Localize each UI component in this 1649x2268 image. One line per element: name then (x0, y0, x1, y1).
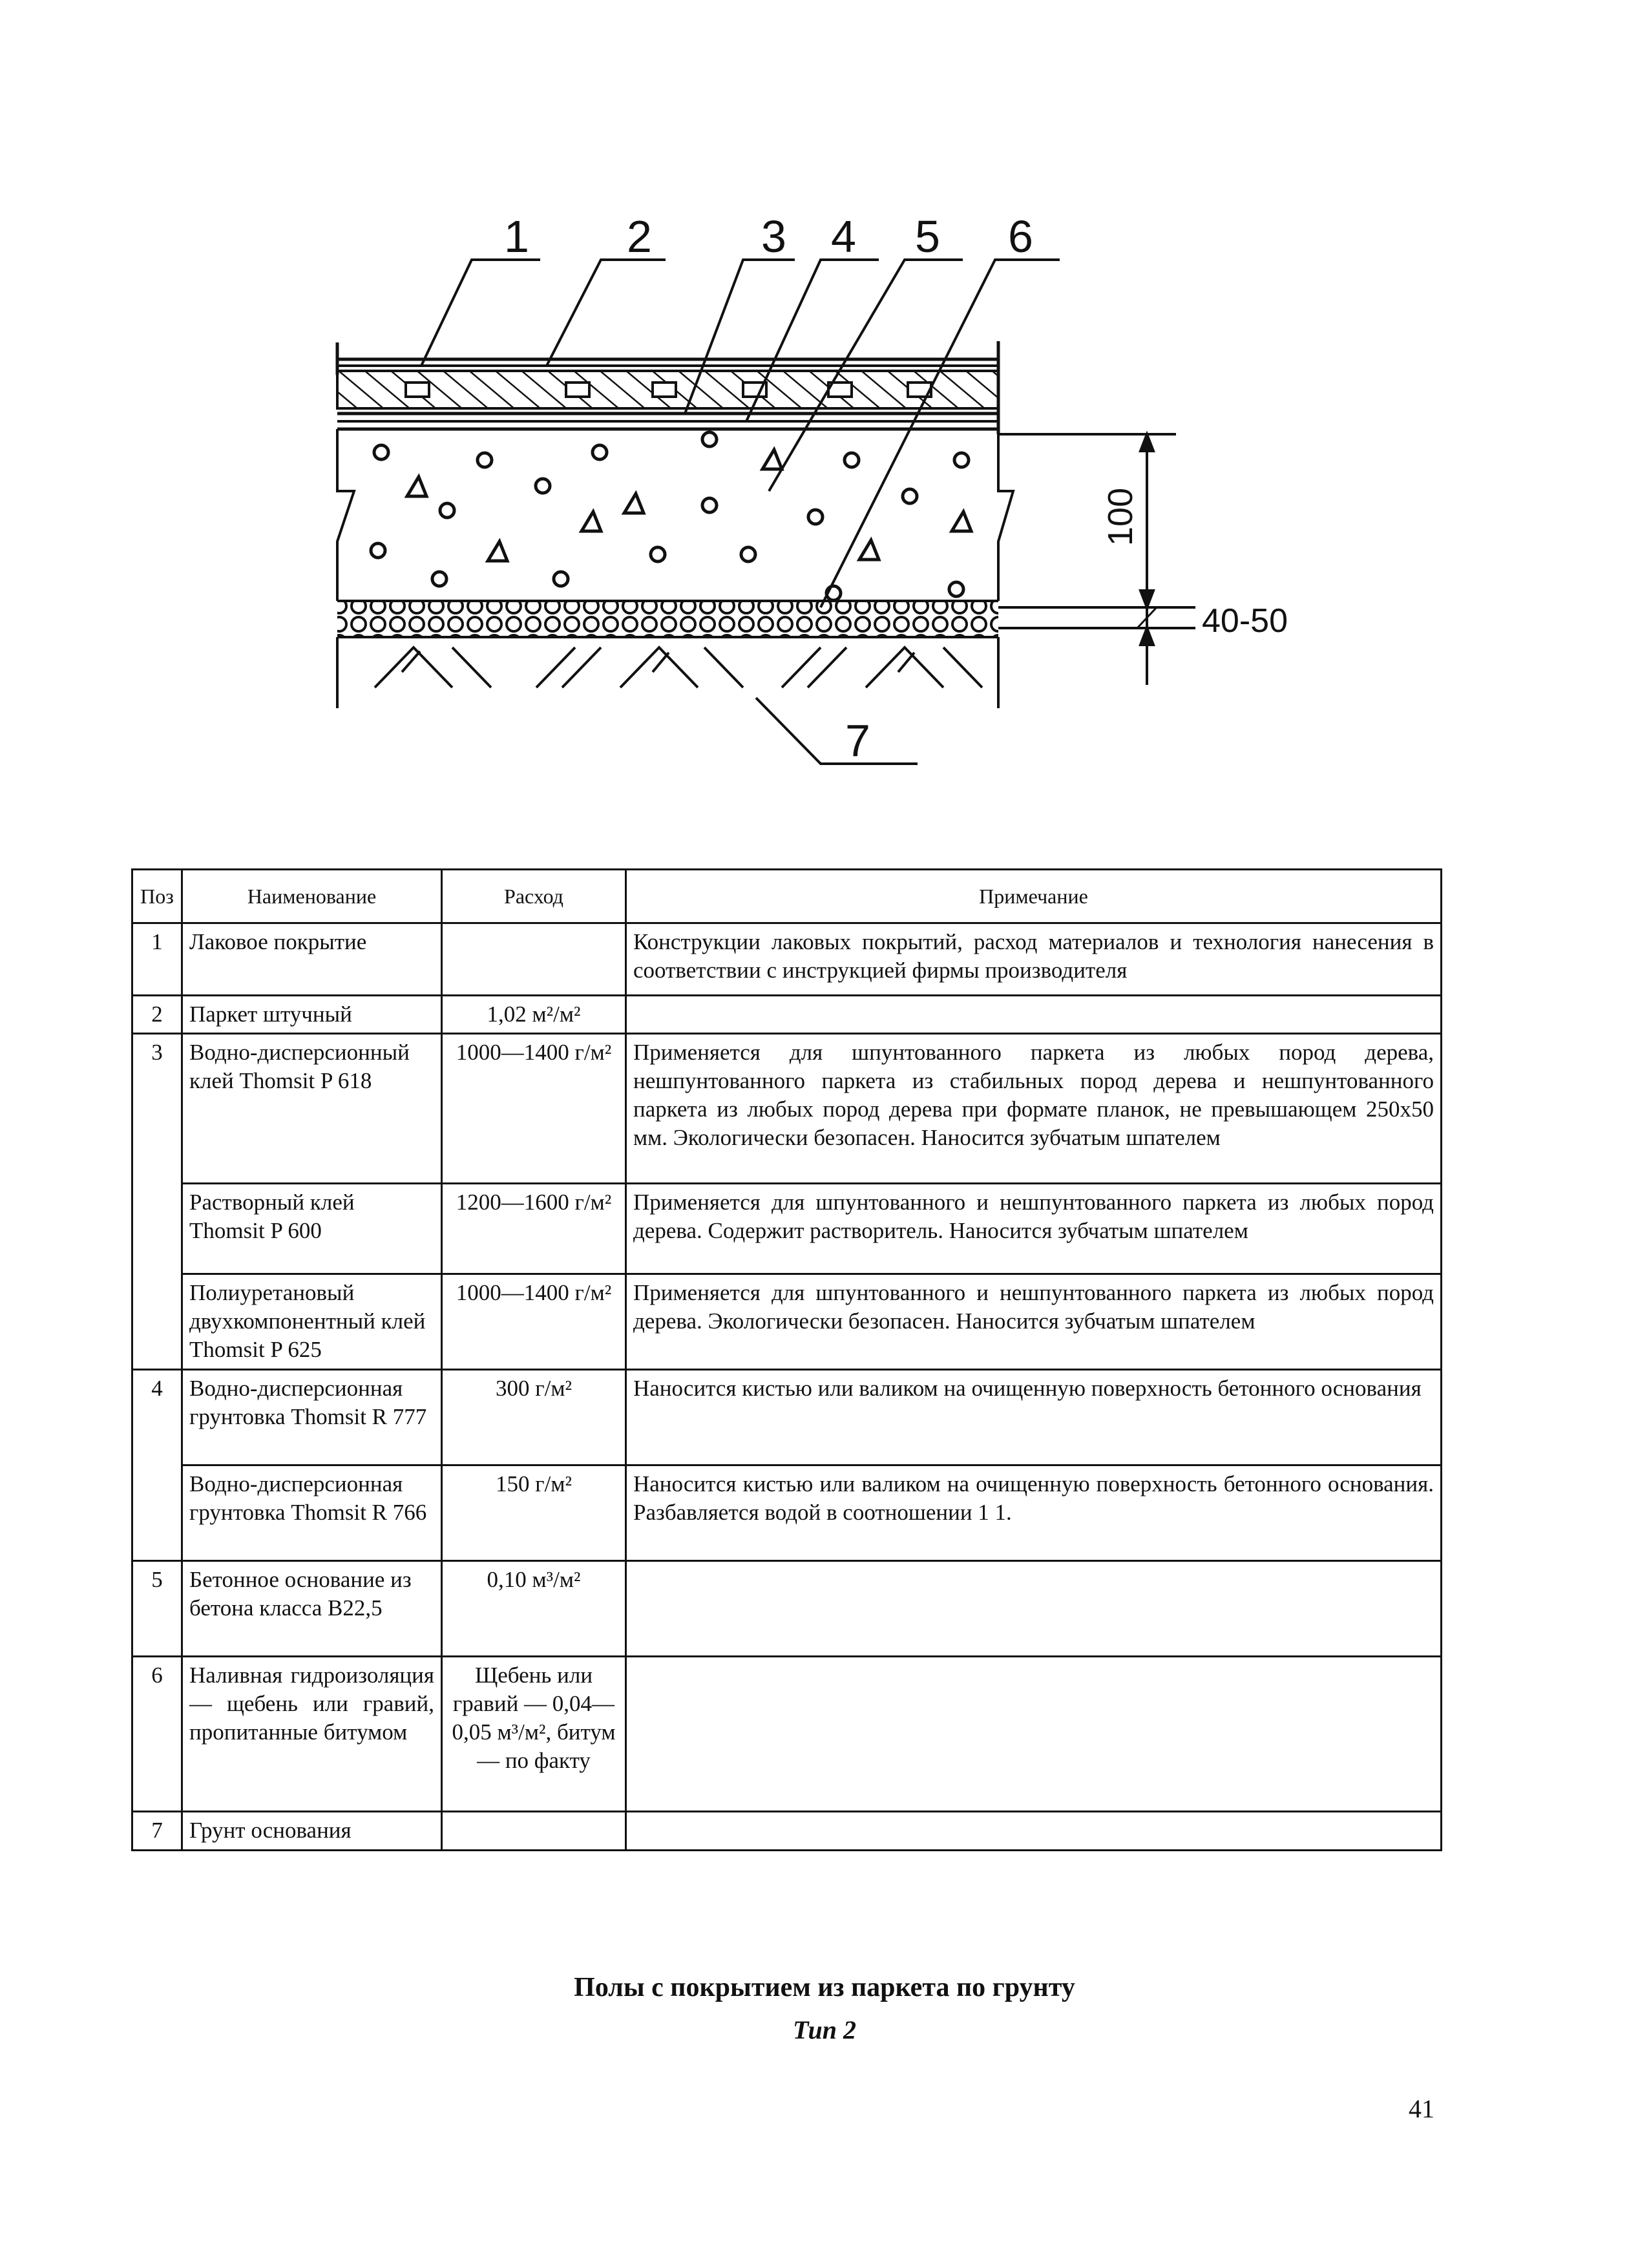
table-row (132, 1034, 1442, 1184)
callout-2: 2 (627, 211, 652, 262)
cell-name: Растворный клей Thomsit P 600 (182, 1184, 442, 1274)
cell-qty: 300 г/м² (442, 1370, 626, 1465)
cell-note: Применяется для шпунтованного паркета из любых пород дерева, нешпунтованного паркета из стабильных пород дерева и нешпунтованного паркета из любых пород дерева при формате планок, не превышающем 250x50 мм. Экологически безопасен. Наносится зубчатым шпателем (626, 1034, 1442, 1184)
cell-pos: 1 (132, 923, 182, 996)
cell-pos: 5 (132, 1561, 182, 1657)
cell-qty: 150 г/м² (442, 1465, 626, 1561)
parquet-layer (337, 341, 1176, 434)
cell-note: Наносится кистью или валиком на очищенную поверхность бетонного основания (626, 1370, 1442, 1465)
cell-qty: 1200—1600 г/м² (442, 1184, 626, 1274)
cell-name: Лаковое покрытие (182, 923, 442, 996)
table-row (132, 1812, 1442, 1851)
table-row (132, 923, 1442, 996)
dimension-lines (998, 434, 1195, 685)
table-row (132, 1370, 1442, 1465)
figure-subtitle: Тип 2 (793, 2015, 856, 2044)
header-pos: Поз (132, 870, 182, 923)
cell-pos: 6 (132, 1657, 182, 1812)
dimension-100: 100 (1101, 487, 1140, 546)
cell-note: Конструкции лаковых покрытий, расход материалов и технология нанесения в соответствии с инструкцией фирмы производителя (626, 923, 1442, 996)
cell-pos: 4 (132, 1370, 182, 1465)
figure-title: Полы с покрытием из паркета по грунту (574, 1973, 1075, 2002)
cell-pos (132, 1274, 182, 1370)
table-header-row (132, 870, 1442, 923)
concrete-layer (337, 429, 1013, 601)
materials-table (131, 868, 1442, 1851)
cell-pos: 2 (132, 996, 182, 1034)
table-row (132, 1184, 1442, 1274)
callout-5: 5 (915, 211, 940, 262)
table-row (132, 1465, 1442, 1561)
callout-7: 7 (845, 715, 870, 766)
cell-pos: 3 (132, 1034, 182, 1184)
cell-qty: 1000—1400 г/м² (442, 1034, 626, 1184)
table-row (132, 1657, 1442, 1812)
header-note: Примечание (626, 870, 1442, 923)
cell-name: Наливная гидроизоляция — щебень или гравий, пропитанные битумом (182, 1657, 442, 1812)
floor-section-diagram (0, 0, 1649, 808)
cell-qty (442, 1812, 626, 1851)
cell-qty (442, 923, 626, 996)
cell-name: Водно-дисперсионный клей Thomsit P 618 (182, 1034, 442, 1184)
callout-4: 4 (831, 211, 856, 262)
cell-pos (132, 1465, 182, 1561)
cell-note (626, 996, 1442, 1034)
page-number: 41 (1409, 2094, 1434, 2123)
cell-note: Применяется для шпунтованного и нешпунтованного паркета из любых пород дерева. Содержит растворитель. Наносится зубчатым шпателем (626, 1184, 1442, 1274)
cell-name: Водно-дисперсионная грунтовка Thomsit R 766 (182, 1465, 442, 1561)
dimension-40-50: 40-50 (1202, 602, 1288, 640)
header-qty: Расход (442, 870, 626, 923)
callout-1: 1 (504, 211, 529, 262)
header-name: Наименование (182, 870, 442, 923)
cell-pos: 7 (132, 1812, 182, 1851)
cell-name: Водно-дисперсионная грунтовка Thomsit R 777 (182, 1370, 442, 1465)
table-row (132, 1274, 1442, 1370)
cell-pos (132, 1184, 182, 1274)
cell-qty: 1,02 м²/м² (442, 996, 626, 1034)
cell-name: Полиуретановый двухкомпонентный клей Thomsit P 625 (182, 1274, 442, 1370)
cell-note (626, 1561, 1442, 1657)
callout-6: 6 (1008, 211, 1033, 262)
cell-qty: Щебень или гравий — 0,04—0,05 м³/м², битум — по факту (442, 1657, 626, 1812)
cell-name: Паркет штучный (182, 996, 442, 1034)
cell-qty: 0,10 м³/м² (442, 1561, 626, 1657)
callout-3: 3 (761, 211, 786, 262)
cell-qty: 1000—1400 г/м² (442, 1274, 626, 1370)
cell-note: Применяется для шпунтованного и нешпунтованного паркета из любых пород дерева. Экологически безопасен. Наносится зубчатым шпателем (626, 1274, 1442, 1370)
gravel-layer (337, 601, 998, 637)
soil-layer (337, 637, 998, 708)
cell-note (626, 1657, 1442, 1812)
cell-note (626, 1812, 1442, 1851)
table-row (132, 1561, 1442, 1657)
cell-name: Бетонное основание из бетона класса B22,5 (182, 1561, 442, 1657)
table-row (132, 996, 1442, 1034)
cell-name: Грунт основания (182, 1812, 442, 1851)
cell-note: Наносится кистью или валиком на очищенную поверхность бетонного основания. Разбавляется водой в соотношении 1 1. (626, 1465, 1442, 1561)
